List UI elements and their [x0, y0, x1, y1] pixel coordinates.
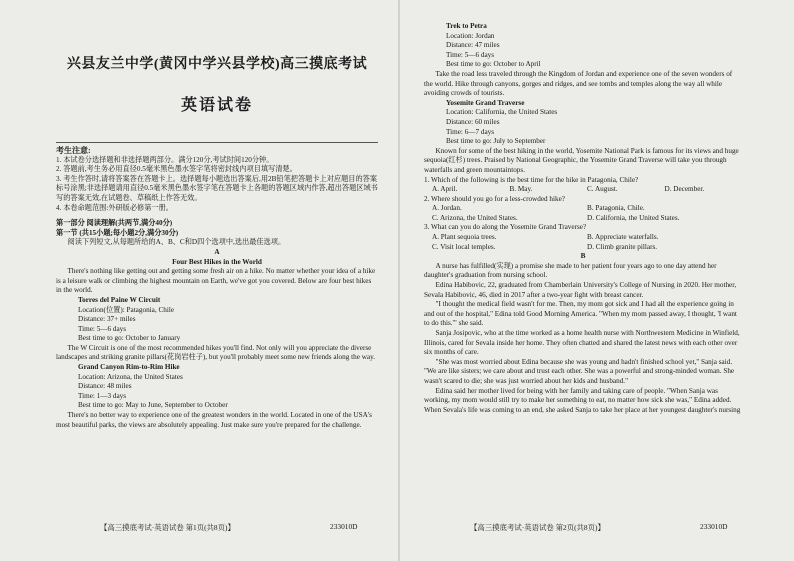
- question-3: 3. What can you do along the Yosemite Grand Traverse?: [424, 223, 587, 232]
- hike-name: Torres del Paine W Circuit: [78, 295, 161, 304]
- hike-location: Location(位置): Patagonia, Chile: [78, 305, 175, 314]
- footer-label: 【高三摸底考试·英语试卷 第1页(共8页)】: [100, 523, 235, 532]
- hike-description: There's no better way to experience one of the greatest wonders in the world. Located in one of the USA's most beautiful parks, the views are absolutely appealing. Just make sure you're prepared for the challenge.: [56, 411, 372, 429]
- option: C. August.: [587, 185, 618, 194]
- option: B. May.: [509, 185, 533, 194]
- option: C. Visit local temples.: [432, 242, 496, 251]
- hike-description: Known for some of the best hiking in the world, Yosemite National Park is famous for its views and huge sequoia(红杉) trees. Praised by National Geographic, the Yosemite Grand Traverse will take you through waterfalls and green mountaintops.: [424, 146, 739, 174]
- question-2-options: [424, 214, 742, 224]
- hike-time: Time: 1—3 days: [78, 391, 127, 400]
- hike-location: Location: Arizona, the United States: [78, 372, 183, 381]
- passage-paragraph: Edina Habibovic, 22, graduated from Chamberlain University's College of Nursing in 2020. Her mother, Sevala Habibovic, 46, died in 2017 after a two-year fight with breast cancer.: [424, 281, 737, 299]
- hike-distance: Distance: 48 miles: [78, 382, 132, 391]
- hike-name: Trek to Petra: [446, 22, 487, 30]
- hike-time: Time: 6—7 days: [446, 127, 495, 136]
- option: A. Plant sequoia trees.: [432, 233, 497, 242]
- hike-best-time: Best time to go: May to June, September to October: [78, 401, 228, 410]
- passage-letter: B: [580, 252, 586, 261]
- question-1: 1. Which of the following is the best time for the hike in Patagonia, Chile?: [424, 175, 639, 184]
- hike-name: Yosemite Grand Traverse: [446, 98, 525, 107]
- hike-time: Time: 5—6 days: [78, 324, 127, 333]
- hike-distance: Distance: 47 miles: [446, 41, 500, 50]
- question-2: 2. Where should you go for a less-crowded hike?: [424, 194, 565, 203]
- page-1: [56, 22, 378, 430]
- note-item: 4. 本卷命题范围:外研版必修第一册。: [56, 203, 173, 212]
- footer-code: 233010D: [700, 522, 728, 531]
- instruction: 阅读下列短文,从每题所给的A、B、C和D四个选项中,选出最佳选项。: [67, 238, 286, 247]
- option: B. Patagonia, Chile.: [587, 204, 645, 213]
- footer-label: 【高三摸底考试·英语试卷 第2页(共8页)】: [470, 523, 605, 532]
- hike-time: Time: 5—6 days: [446, 50, 495, 59]
- option: A. April.: [432, 185, 458, 194]
- passage-paragraph: Edina said her mother lived for being with her family and taking care of people. "When Sanja was working, my mom would still try to make her something to eat, no matter how sick she was," Edina added. When Sevala's life was coming to an end, she asked Sanja to take her place at her youngest daughter's nursing: [424, 386, 741, 414]
- note-item: 3. 考生作答时,请将答案答在答题卡上。选择题每小题选出答案后,用2B铅笔把答题卡上对应题目的答案标号涂黑;非选择题请用直径0.5毫米黑色墨水签字笔在答题卡上各题的答题区域内作答,超出答题区域书写的答案无效,在试题卷、草稿纸上作答无效。: [56, 174, 378, 202]
- page-fold: [398, 0, 400, 561]
- option: D. California, the United States.: [587, 213, 680, 222]
- option: A. Jordan.: [432, 204, 462, 213]
- hike-description: The W Circuit is one of the most recommended hikes you'll find. Not only will you appreciate the diverse landscapes and striking granite pillars(花岗岩柱子), but you'll probably meet some new friends along the way.: [56, 343, 376, 362]
- passage-letter: A: [214, 247, 220, 256]
- hike-location: Location: Jordan: [446, 31, 495, 40]
- note-item: 1. 本试卷分选择题和非选择题两部分。满分120分,考试时间120分钟。: [56, 155, 274, 164]
- passage-intro: There's nothing like getting out and getting some fresh air on a hike. No matter whether your idea of a hike is a leisure walk or climbing the highest mountain on Earth, we've got you covered. Below are four best hikes in the world.: [56, 267, 376, 295]
- passage-title: Four Best Hikes in the World: [172, 257, 262, 266]
- exam-notes: [56, 142, 378, 213]
- question-1-options: [424, 185, 742, 195]
- part-heading: 第一部分 阅读理解(共两节,满分40分): [56, 219, 173, 228]
- option: D. Climb granite pillars.: [587, 242, 658, 251]
- option: B. Appreciate waterfalls.: [587, 233, 659, 242]
- school-title: 兴县友兰中学(黄冈中学兴县学校)高三摸底考试: [66, 57, 368, 72]
- section-heading: 第一节 (共15小题;每小题2分,满分30分): [56, 228, 179, 237]
- question-3-options: [424, 243, 742, 253]
- hike-best-time: Best time to go: October to April: [446, 60, 541, 69]
- hike-name: Grand Canyon Rim-to-Rim Hike: [78, 363, 180, 372]
- option: D. December.: [664, 185, 705, 194]
- subject-title: 英语试卷: [180, 97, 253, 114]
- passage-paragraph: Sanja Josipovic, who at the time worked as a home health nurse with Northwestern Medicine in Winfield, Illinois, cared for Sevala inside her home. They often chatted and shared the latest news with each other over six months of care.: [424, 329, 740, 357]
- passage-paragraph: "I thought the medical field wasn't for me. Then, my mom got sick and I had all the experience going in and out of the hospital," Edina told Good Morning America. "When my mom passed away, I thought, 'I want to do this.'" she said.: [424, 300, 737, 328]
- page-2-footer: [470, 522, 728, 533]
- notes-header: 考生注意:: [56, 146, 91, 155]
- hike-distance: Distance: 37+ miles: [78, 315, 136, 324]
- page-1-footer: [100, 522, 358, 533]
- footer-code: 233010D: [330, 522, 358, 531]
- question-2-options: [424, 204, 742, 214]
- passage-paragraph: "She was most worried about Edina because she was young and hadn't finished school yet," Sanja said. "We are like sisters; we care about and trust each other. She was a powerful and strong-minded woman. She wasn't scared to die; she was just worried about her kids and husband.": [424, 357, 735, 385]
- hike-description: Take the road less traveled through the Kingdom of Jordan and experience one of the seven wonders of the world. Hike through canyons, gorges and ridges, and see tombs and temples along the way all while avoiding crowds of tourists.: [424, 69, 733, 98]
- passage-paragraph: A nurse has fulfilled(实现) a promise she made to her patient four years ago to one day attend her daughter's graduation from nursing school.: [424, 261, 717, 280]
- hike-distance: Distance: 60 miles: [446, 117, 500, 126]
- option: C. Arizona, the United States.: [432, 213, 518, 222]
- page-2: [424, 22, 742, 415]
- question-3-options: [424, 233, 742, 243]
- note-item: 2. 答题前,考生务必用直径0.5毫米黑色墨水签字笔将密封线内项目填写清楚。: [56, 165, 297, 174]
- hike-best-time: Best time to go: October to January: [78, 334, 181, 343]
- hike-best-time: Best time to go: July to September: [446, 137, 546, 146]
- hike-location: Location: California, the United States: [446, 108, 558, 117]
